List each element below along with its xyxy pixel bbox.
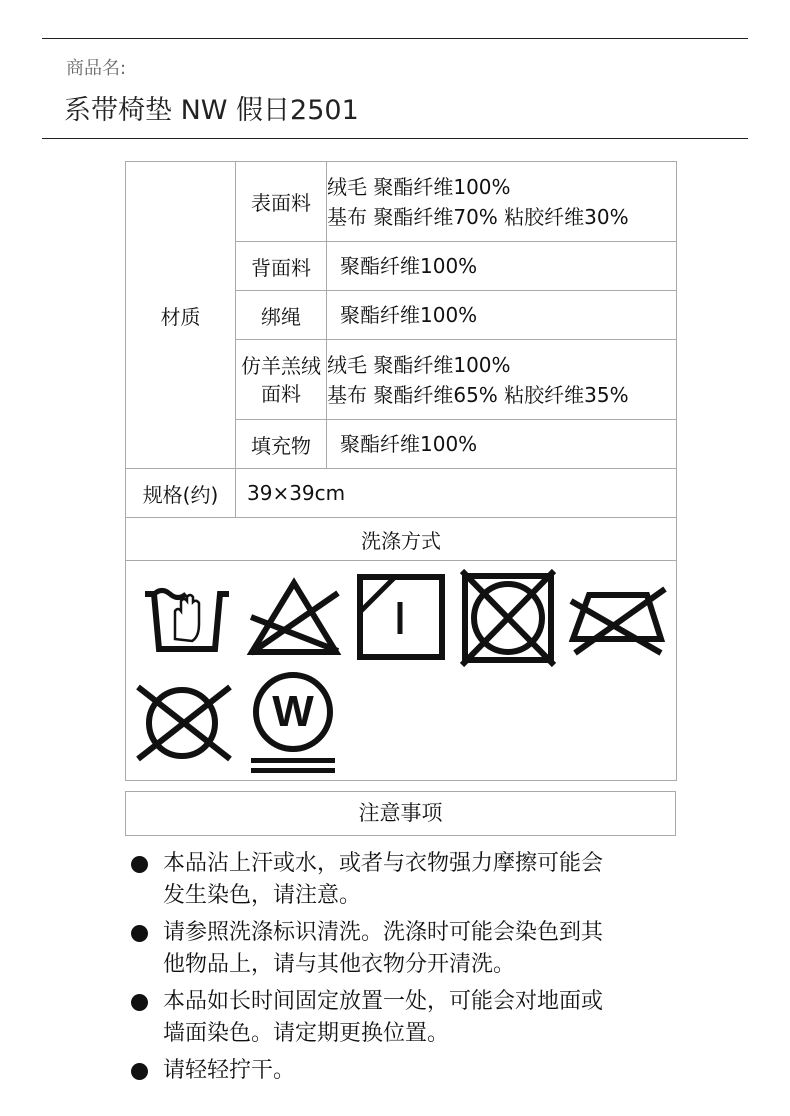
part-line: 仿羊羔绒: [241, 353, 321, 378]
svg-text:W: W: [272, 687, 314, 736]
material-composition: 聚酯纤维100%: [327, 291, 677, 340]
wash-icons-cell: [126, 561, 677, 781]
gentle-wet-clean-icon: [247, 672, 339, 776]
size-value: 39×39cm: [236, 469, 677, 518]
size-label: 规格(约): [126, 469, 236, 518]
notice-item: [128, 848, 688, 912]
material-part: 填充物: [236, 420, 327, 469]
wash-header: 洗涤方式: [126, 518, 677, 561]
notice-line: 他物品上，请与其他衣物分开清洗。: [163, 952, 516, 977]
notice-line: 本品如长时间固定放置一处，可能会对地面或: [163, 989, 604, 1014]
composition-line: 绒毛 聚酯纤维100%: [327, 174, 511, 199]
do-not-dry-clean-icon: [133, 681, 235, 765]
bullet-icon: [131, 994, 148, 1011]
composition-line: 基布 聚酯纤维70% 粘胶纤维30%: [327, 204, 629, 229]
composition-line: 基布 聚酯纤维65% 粘胶纤维35%: [327, 382, 629, 407]
notice-item: [128, 1055, 688, 1087]
material-part: [236, 340, 327, 420]
composition-line: 绒毛 聚酯纤维100%: [327, 352, 511, 377]
wash-icons: [126, 561, 676, 780]
material-composition: [327, 162, 677, 242]
part-line: 面料: [261, 381, 301, 406]
product-label: 商品名:: [66, 58, 127, 79]
do-not-iron-icon: [567, 577, 669, 657]
bullet-icon: [131, 1063, 148, 1080]
notice-line: 本品沾上汗或水，或者与衣物强力摩擦可能会: [163, 851, 604, 876]
hand-wash-icon: [142, 579, 232, 655]
notice-line: 墙面染色。请定期更换位置。: [163, 1021, 450, 1046]
line-dry-icon: [357, 574, 445, 660]
product-name: 系带椅垫 NW 假日2501: [64, 95, 359, 126]
notice-header: 注意事项: [125, 791, 676, 836]
material-label: 材质: [126, 162, 236, 469]
material-part: 表面料: [236, 162, 327, 242]
material-composition: 聚酯纤维100%: [327, 420, 677, 469]
notice-line: 请轻轻拧干。: [163, 1058, 296, 1083]
do-not-bleach-icon: [246, 577, 342, 657]
spec-table: [125, 161, 677, 781]
notice-item: [128, 917, 688, 981]
notice-line: 发生染色，请注意。: [163, 883, 362, 908]
bullet-icon: [131, 856, 148, 873]
bottom-rule: [42, 138, 748, 139]
material-part: 背面料: [236, 242, 327, 291]
material-part: 绑绳: [236, 291, 327, 340]
notice-line: 请参照洗涤标识清洗。洗涤时可能会染色到其: [163, 920, 604, 945]
notice-item: [128, 986, 688, 1050]
material-composition: 聚酯纤维100%: [327, 242, 677, 291]
do-not-tumble-dry-icon: [459, 568, 559, 668]
notice-list: [128, 848, 688, 1092]
top-rule: [42, 38, 748, 39]
material-composition: [327, 340, 677, 420]
bullet-icon: [131, 925, 148, 942]
